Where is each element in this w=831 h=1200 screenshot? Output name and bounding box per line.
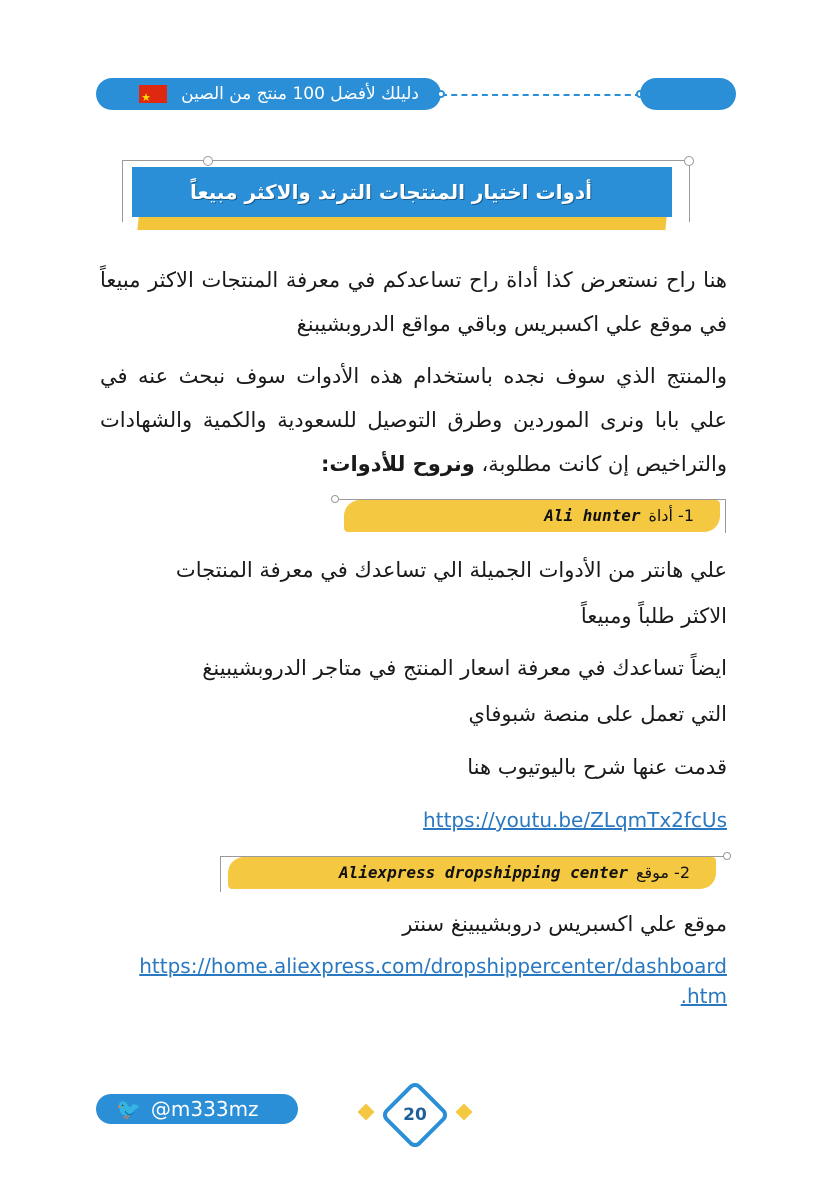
- tool2-name: Aliexpress dropshipping center: [338, 863, 628, 882]
- frame-dot: [331, 495, 339, 503]
- tool1-youtube-link[interactable]: https://youtu.be/ZLqmTx2fcUs: [423, 808, 727, 832]
- header-title: دليلك لأفضل 100 منتج من الصين: [181, 84, 419, 104]
- tool2-link-line-2[interactable]: .htm: [680, 984, 727, 1008]
- header-accent-pill: [640, 78, 736, 110]
- tool1-desc-line-3: ايضاً تساعدك في معرفة اسعار المنتج في متاجر الدروبشيبينغ: [202, 656, 727, 680]
- tool1-desc-line-1: علي هانتر من الأدوات الجميلة الي تساعدك في معرفة المنتجات: [175, 558, 727, 582]
- tool1-name: Ali hunter: [544, 506, 641, 525]
- china-flag-icon: [139, 85, 167, 103]
- tool2-dashboard-link-cont[interactable]: [100, 984, 727, 1008]
- frame-dot: [723, 852, 731, 860]
- tool2-link-line-1[interactable]: https://home.aliexpress.com/dropshippercenter/dashboard: [139, 954, 727, 978]
- page-number-badge: [375, 1075, 455, 1155]
- intro-paragraph-2: [100, 354, 727, 486]
- page-number: 20: [403, 1105, 427, 1125]
- tool2-heading: [228, 857, 716, 889]
- intro-paragraph-2-bold: ونروح للأدوات:: [320, 452, 475, 476]
- header-title-pill: [96, 78, 441, 110]
- tool1-desc-line-2: الاكثر طلباً ومبيعاً: [580, 604, 727, 628]
- header-divider-dot: [437, 90, 445, 98]
- intro-paragraph-2-text: والمنتج الذي سوف نجده باستخدام هذه الأدوات سوف نبحث عنه في علي بابا ونرى الموردين وطرق التوصيل للسعودية والكمية والشهادات والتراخيص إن كانت مطلوبة،: [100, 364, 727, 476]
- twitter-bird-icon: 🐦: [116, 1097, 141, 1121]
- tool1-desc-line-4: التي تعمل على منصة شبوفاي: [468, 702, 727, 726]
- tool2-desc-line-1: موقع علي اكسبريس دروبشيبينغ سنتر: [402, 912, 727, 936]
- twitter-handle-pill[interactable]: [96, 1094, 298, 1124]
- footer-right-diamond: [456, 1104, 473, 1121]
- footer-left-diamond: [358, 1104, 375, 1121]
- header-divider: [441, 94, 641, 96]
- tool1-number-label: 1- أداة: [648, 506, 694, 525]
- tool1-desc-line-5: قدمت عنها شرح باليوتيوب هنا: [467, 755, 727, 779]
- intro-paragraph-1: هنا راح نستعرض كذا أداة راح تساعدكم في معرفة المنتجات الاكثر مبيعاً في موقع علي اكسبريس وباقي مواقع الدروبشيبنغ: [100, 268, 727, 336]
- section-title: أدوات اختيار المنتجات الترند والاكثر مبيعاً: [132, 167, 672, 217]
- tool1-heading: [344, 500, 720, 532]
- tool2-number-label: 2- موقع: [635, 863, 690, 882]
- tool2-dashboard-link[interactable]: [100, 954, 727, 978]
- twitter-handle: @m333mz: [150, 1097, 259, 1121]
